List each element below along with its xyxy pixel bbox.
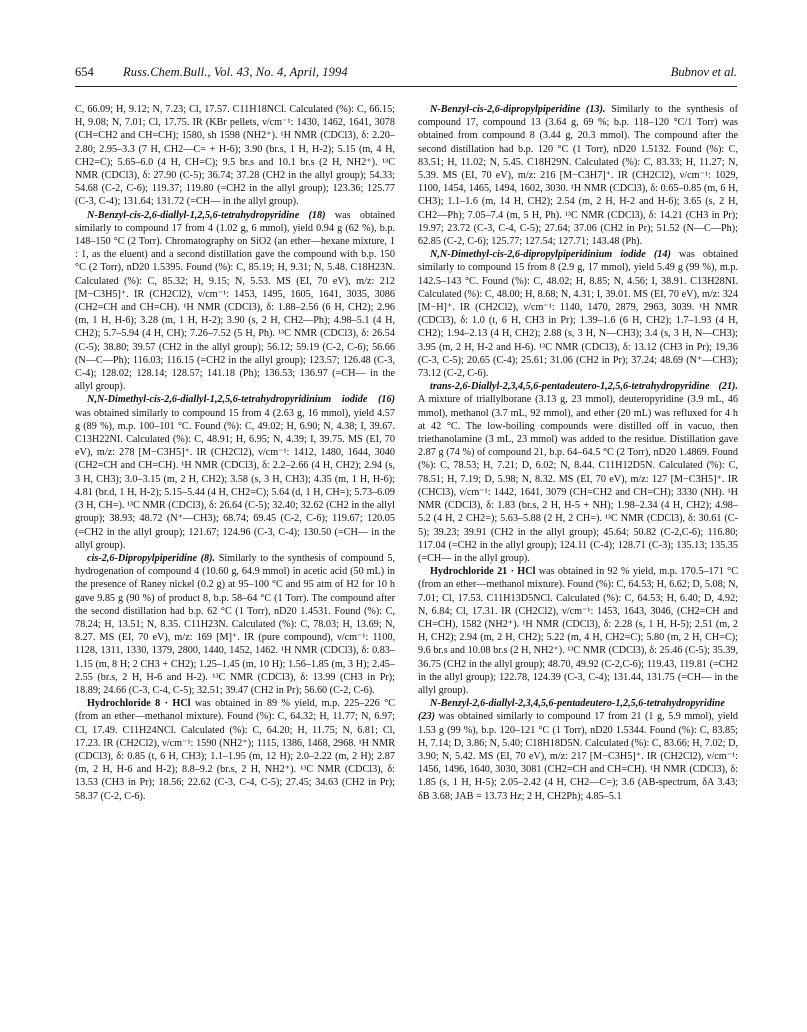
journal-citation: Russ.Chem.Bull., Vol. 43, No. 4, April, 1994 <box>123 65 348 79</box>
paragraph: N,N-Dimethyl-cis-2,6-dipropylpiperidinium iodide (14) was obtained similarly to compound 15 from 8 (2.9 g, 17 mmol), yield 5.49 g (99 %), m.p. 142.5–143 °C. Found (%): C, 48.02; H, 8.85; N, 4.56; I, 38.91. C13H28NI. Calculated (%): C, 48.00; H, 8.68; N, 4.31; I, 39.01. MS (EI, 70 eV), m/z: 324 [M−H]⁺. IR (CH2Cl2), ν/cm⁻¹: 1140, 1470, 2879, 2963, 3039. ¹H NMR (CDCl3), δ: 1.0 (t, 6 H, CH3 in Pr); 1.39–1.6 (6 H, CH2); 1.7–1.93 (4 H, CH2); 1.94–2.13 (4 H, CH2); 2.88 (s, 3 H, N—CH3); 3.4 (s, 3 H, N—CH3); 3.95 (m, 2 H, H-2 and H-6). ¹³C NMR (CDCl3), δ: 13.12 (CH3 in Pr); 19.36 (C-3, C-5); 20.65 (C-4); 25.61; 31.06 (CH2 in Pr); 37.24; 48.69 (N⁺—CH3); 73.12 (C-2, C-6). <box>418 249 739 380</box>
paragraph: N-Benzyl-cis-2,6-diallyl-1,2,5,6-tetrahydropyridine (18) was obtained similarly to compound 17 from 4 (1.02 g, 6 mmol), yield 0.94 g (62 %), b.p. 148–150 °C (2 Torr). Chromatography on SiO2 (an ether—hexane mixture, 1 : 1, as the eluent) and a second distillation gave the compound with b.p. 150 °C (2 Torr), nD20 1.5395. Found (%): C, 85.19; H, 9.31; N, 5.48. C18H23N. Calculated (%): C, 85.32; H, 9.15; N, 5.53. MS (EI, 70 eV), m/z: 212 [M−C3H5]⁺. IR (CH2Cl2), ν/cm⁻¹: 1453, 1495, 1605, 1641, 3035, 3086 (CH2=CH and CH=CH). ¹H NMR (CDCl3), δ: 1.88–2.56 (6 H, CH2); 2.96 (m, 1 H, H-6); 3.28 (m, 1 H, H-2); 3.90 (s, 2 H, CH2—Ph); 4.98–5.1 (4 H, CH2); 5.7–5.94 (4 H, CH); 7.26–7.52 (5 H, Ph). ¹³C NMR (CDCl3), δ: 26.54 (C-5); 38.80; 39.57 (CH2 in the allyl group); 56.12; 59.19 (C-2, C-6); 56.66 (N—C—Ph); 116.03; 116.15 (=CH2 in the allyl group); 123.57; 126.48 (C-3, C-4); 128.02; 128.14; 128.57; 141.18 (Ph); 136.53; 136.97 (=CH— in the allyl group). <box>75 209 395 393</box>
paragraph: N,N-Dimethyl-cis-2,6-diallyl-1,2,5,6-tetrahydropyridinium iodide (16) was obtained similarly to compound 15 from 4 (2.63 g, 16 mmol), yield 4.57 g (89 %), m.p. 100–101 °C. Found (%): C, 49.02; H, 6.90; N, 4.38; I, 39.67. C13H22NI. Calculated (%): C, 48.91; H, 6.95; N, 4.39; I, 39.75. MS (EI, 70 eV), m/z: 278 [M−C3H5]⁺. IR (CH2Cl2), ν/cm⁻¹: 1412, 1480, 1644, 3040 (CH2=CH and CH=CH). ¹H NMR (CDCl3), δ: 2.2–2.66 (4 H, CH2); 2.94 (s, 3 H, CH3); 3.0–3.15 (m, 2 H, CH2); 3.58 (s, 3 H, CH3); 4.35 (m, 1 H, H-6); 4.81 (br.d, 1 H, H-2); 5.15–5.44 (4 H, CH2=C); 5.64 (d, 1 H, CH=); 5.73–6.09 (3 H, CH=). ¹³C NMR (CDCl3), δ: 26.64 (C-5); 32.40; 32.62 (CH2 in the allyl group); 38.93; 48.72 (N⁺—CH3); 68.74; 69.45 (C-2, C-6); 119.67; 120.05 (=CH2 in the allyl group); 121.67; 124.96 (C-3, C-4); 130.50 (=CH— in the allyl group). <box>75 394 395 551</box>
paragraph: cis-2,6-Dipropylpiperidine (8). Similarly to the synthesis of compound 5, hydrogenation of compound 4 (10.60 g, 64.9 mmol) in acetic acid (50 mL) in the presence of Raney nickel (0.2 g) at 95–100 °C and 95 atm of H2 for 10 h gave 9.85 g (90 %) of product 8, b.p. 58–64 °C (1 Torr). The compound after the second distillation had b.p. 62 °C (1 Torr), nD20 1.4531. Found (%): C, 78.24; H, 13.51; N, 8.35. C11H23N. Calculated (%): C, 78.03; H, 13.69; N, 8.27. MS (EI, 70 eV), m/z: 169 [M]⁺. IR (pure compound), ν/cm⁻¹: 1100, 1128, 1311, 1330, 1379, 2800, 1440, 1452, 1462. ¹H NMR (CDCl3), δ: 0.83–1.15 (m, 8 H; 2 CH3 + CH2); 1.25–1.45 (m, 10 H); 1.56–1.85 (m, 3 H); 2.45–2.55 (br.s, 2 H, H-6 and H-2). ¹³C NMR (CDCl3), δ: 13.99 (CH3 in Pr); 18.89; 24.66 (C-3, C-4, C-5); 32.51; 39.47 (CH2 in Pr); 56.60 (C-2, C-6). <box>75 552 395 696</box>
paragraph: trans-2,6-Diallyl-2,3,4,5,6-pentadeutero-1,2,5,6-tetrahydropyridine (21). A mixture of triallylborane (3.13 g, 23 mmol), deuteropyridine (3.9 mL, 46 mmol), methanol (3.7 mL, 92 mmol), and ether (20 mL) was refluxed for 4 h at 42 °C. The low-boiling compounds were distilled off in vacuo, then triethanolamine (3 mL, 23 mmol) was added to the residue. Distillation gave 2.87 g (74 %) of compound 21, b.p. 64–64.5 °C (2 Torr), nD20 1.4869. Found (%): C, 78.53; H, 7.21; D, 6.02; N, 8.44. C11H12D5N. Calculated (%): C, 78.51; H, 7.19; D, 5.98; N, 8.32. MS (EI, 70 eV), m/z: 127 [M−C3H5]⁺. IR (CHCl3), ν/cm⁻¹: 1442, 1641, 3079 (CH=CH2 and CH=CH); 3330 (NH). ¹H NMR (CDCl3), δ: 1.83 (br.s, 2 H, H-5 + NH); 1.98–2.34 (4 H, CH2); 4.98–5.2 (4 H, 2 CH2=); 5.63–5.88 (2 H, 2 CH=). ¹³C NMR (CDCl3), δ: 30.61 (C-5); 39.23; 39.91 (CH2 in the allyl group); 45.64; 50.82 (C-2,C-6); 116.80; 117.04 (=CH2 in the allyl group); 124.11 (C-4); 128.71 (C-3); 135.13; 135.35 (=CH— in the allyl group). <box>418 381 738 564</box>
running-header <box>75 65 737 85</box>
header-rule <box>75 86 737 87</box>
left-column <box>75 103 395 803</box>
paragraph: Hydrochloride 21 · HCl was obtained in 92 % yield, m.p. 170.5–171 °C (from an ether—methanol mixture). Found (%): C, 64.53; H, 6.62; D, 5.08; N, 7.01; Cl, 17.53. C11H13D5NCl. Calculated (%): C, 64.53; H, 6.40; D, 4.92; N, 6.84; Cl, 17.31. IR (CH2Cl2), ν/cm⁻¹: 1453, 1643, 3046, (CH2=CH and CH=CH), 1582 (NH2⁺). ¹H NMR (CDCl3), δ: 2.28 (s, 1 H, H-5); 2.51 (m, 2 H, CH2); 2.94 (m, 2 H, CH2); 5.22 (m, 4 H, CH2=C); 5.80 (m, 2 H, CH=C); 9.6 br.s and 10.08 br.s (2 H, NH2⁺). ¹³C NMR (CDCl3), δ: 25.46 (C-5); 35.39, 36.75 (CH2 in the allyl group); 48.70, 49.92 (C-2,C-6); 119.43, 119.81 (=CH2 in the allyl group); 122.78, 124.39 (C-3, C-4); 131.44, 131.75 (=CH— in the allyl group). <box>418 566 739 696</box>
paragraph: Hydrochloride 8 · HCl was obtained in 89 % yield, m.p. 225–226 °C (from an ether—methanol mixture). Found (%): C, 64.32; H, 11.77; N, 6.97; Cl, 17.49. C11H24NCl. Calculated (%): C, 64.20; H, 11.75; N, 6.81; Cl, 17.23. IR (CH2Cl2), ν/cm⁻¹: 1590 (NH2⁺); 1115, 1386, 1468, 2968. ¹H NMR (CDCl3), δ: 0.85 (t, 6 H, CH3); 1.1–1.95 (m, 12 H); 2.0–2.22 (m, 2 H); 2.87 (m, 2 H, H-6 and H-2); 8.8–9.2 (br.s, 2 H, NH2⁺). ¹³C NMR (CDCl3), δ: 13.53 (CH3 in Pr); 18.56; 22.62 (C-3, C-4, C-5); 27.45; 34.63 (CH2 in Pr); 58.37 (C-2, C-6). <box>75 698 396 802</box>
paragraph: N-Benzyl-2,6-diallyl-2,3,4,5,6-pentadeutero-1,2,5,6-tetrahydropyridine (23) was obtained similarly to compound 17 from 21 (1 g, 5.9 mmol), yield 1.53 g (99 %), b.p. 120–121 °C (1 Torr), nD20 1.5344. Found (%): C, 83.85; H, 7.14; D, 3.86; N, 5.40; C18H18D5N. Calculated (%): C, 83.66; H, 7.02; D, 3.90; N, 5.42. MS (EI, 70 eV), m/z: 217 [M−C3H5]⁺. IR (CH2Cl2), ν/cm⁻¹: 1456, 1496, 1640, 3030, 3081 (CH2=CH and CH=CH). ¹H NMR (CDCl3), δ: 1.85 (s, 1 H, H-5); 2.05–2.42 (4 H, CH2—C=); 3.6 (AB-spectrum, δA 3.43; δB 3.68; JAB = 13.73 Hz; 2 H, CH2Ph); 4.85–5.1 <box>418 698 738 802</box>
right-column <box>418 103 738 803</box>
running-authors: Bubnov et al. <box>670 65 737 79</box>
paragraph: C, 66.09; H, 9.12; N, 7.23; Cl, 17.57. C11H18NCl. Calculated (%): C, 66.15; H, 9.08; N, 7.01; Cl, 17.75. IR (KBr pellets, ν/cm⁻¹: 1430, 1462, 1641, 3078 (CH=CH2 and CH=CH); 1580, sh 1598 (NH2⁺). ¹H NMR (CDCl3), δ: 2.20–2.80; 2.95–3.3 (7 H, CH2—C= + H-6); 3.90 (br.s, 1 H, H-2); 5.15 (m, 4 H, CH2=C); 5.65–6.0 (4 H, CH=C); 9.5 br.s and 10.1 br.s (2 H, NH2⁺). ¹³C NMR (CDCl3), δ: 27.90 (C-5); 36.74; 37.28 (CH2 in the allyl group); 54.33; 54.68 (C-2, C-6); 119.37; 119.80 (=CH2 in the allyl group); 123.36; 125.77 (C-3, C-4); 131.64; 131.72 (=CH— in the allyl group). <box>75 104 395 208</box>
page-number: 654 <box>75 65 94 79</box>
paragraph: N-Benzyl-cis-2,6-dipropylpiperidine (13). Similarly to the synthesis of compound 17, compound 13 (3.64 g, 69 %; b.p. 118–120 °C/1 Torr) was obtained from compound 8 (3.44 g, 20.3 mmol). The compound after the second distillation had b.p. 120 °C (1 Torr), nD20 1.5132. Found (%): C, 83.51; H, 11.02; N, 5.45. C18H29N. Calculated (%): C, 83.33; H, 11.27; N, 5.39. MS (EI, 70 eV), m/z: 216 [M−C3H7]⁺. IR (CH2Cl2), ν/cm⁻¹: 1029, 1100, 1454, 1465, 1494, 1602, 3030. ¹H NMR (CDCl3), δ: 0.65–0.85 (m, 6 H, CH3); 1.1–1.6 (m, 14 H, CH2); 2.54 (m, 2 H, H-2 and H-6); 3.65 (s, 2 H, CH2—Ph); 7.05–7.4 (m, 5 H, Ph). ¹³C NMR (CDCl3), δ: 14.21 (CH3 in Pr); 19.97; 23.72 (C-3, C-4, C-5); 27.64; 37.06 (CH2 in Pr); 51.52 (N—C—Ph); 62.85 (C-2, C-6); 125.77; 127.54; 127.71; 143.48 (Ph). <box>418 104 739 248</box>
